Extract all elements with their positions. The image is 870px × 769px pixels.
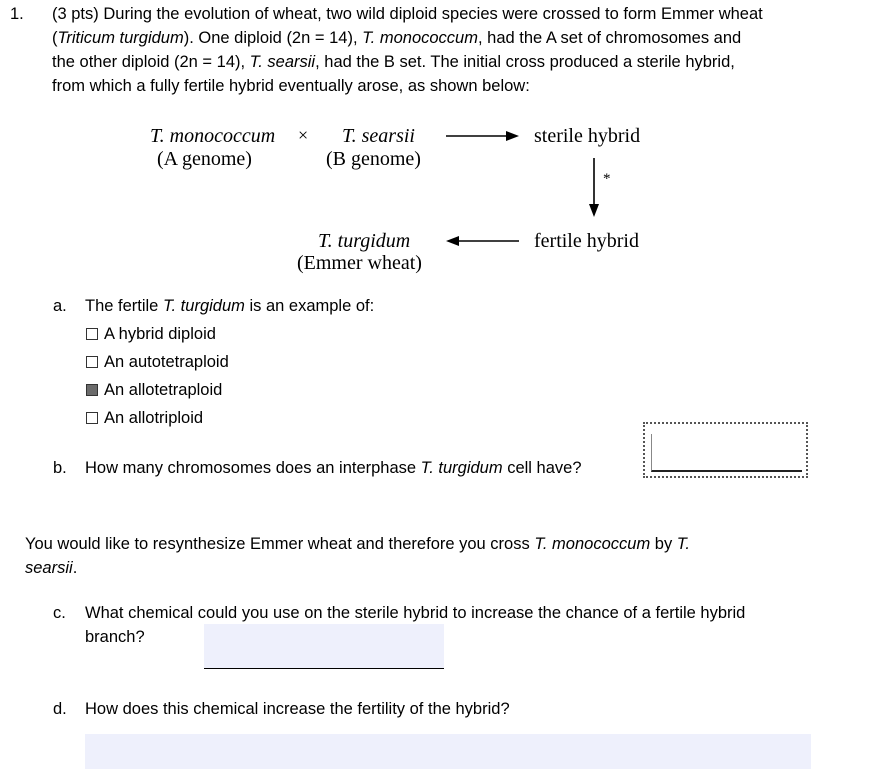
q1-line1: During the evolution of wheat, two wild diploid species were crossed to form Emmer wheat xyxy=(103,5,763,23)
part-c-label: c. xyxy=(53,604,66,622)
option-allotriploid[interactable] xyxy=(86,409,203,428)
part-a-label: a. xyxy=(53,297,67,315)
parent-b-genome: (B genome) xyxy=(326,148,421,170)
part-c-prompt-line2: branch? xyxy=(85,628,145,646)
arrow-right-icon xyxy=(446,129,520,143)
intro-text: by xyxy=(650,535,677,553)
star-mark: * xyxy=(603,171,611,187)
species-name: T. monococcum xyxy=(362,29,478,47)
part-d-label: d. xyxy=(53,700,67,718)
intro-text: . xyxy=(72,559,78,577)
species-name: T. monococcum xyxy=(534,535,651,553)
intro-text: You would like to resynthesize Emmer wheat and therefore you cross xyxy=(25,535,535,553)
species-name: T. turgidum xyxy=(162,297,245,315)
option-label: An autotetraploid xyxy=(104,353,229,371)
fertile-hybrid-label: fertile hybrid xyxy=(534,230,639,252)
prompt-text: cell have? xyxy=(502,459,582,477)
intro-paragraph xyxy=(25,532,690,580)
species-name: T. xyxy=(676,535,690,553)
species-name: T. turgidum xyxy=(420,459,503,477)
chemical-answer-field[interactable] xyxy=(204,624,444,669)
parent-a-genome: (A genome) xyxy=(157,148,252,170)
option-label: A hybrid diploid xyxy=(104,325,216,343)
part-b-label: b. xyxy=(53,459,67,477)
species-name: T. searsii xyxy=(249,53,316,71)
fertility-answer-field[interactable] xyxy=(85,734,811,769)
checkbox-icon[interactable] xyxy=(86,356,98,368)
species-name: searsii xyxy=(25,559,73,577)
parent-b-name: T. searsii xyxy=(342,125,415,147)
part-d-prompt: How does this chemical increase the fertility of the hybrid? xyxy=(85,700,510,718)
q1-text: ). One diploid (2n = 14), xyxy=(183,29,363,47)
checkbox-icon[interactable] xyxy=(86,328,98,340)
checkbox-checked-icon[interactable] xyxy=(86,384,98,396)
prompt-text: The fertile xyxy=(85,297,163,315)
product-common-name: (Emmer wheat) xyxy=(297,252,422,274)
part-c-prompt-line1: What chemical could you use on the sterile hybrid to increase the chance of a fertile hybrid xyxy=(85,604,746,622)
species-name: Triticum turgidum xyxy=(57,29,184,47)
option-label: An allotriploid xyxy=(104,409,204,427)
part-b-prompt xyxy=(85,459,582,478)
option-allotetraploid[interactable] xyxy=(86,381,222,400)
sterile-hybrid-label: sterile hybrid xyxy=(534,125,641,147)
part-a-prompt xyxy=(85,297,374,316)
q1-text: , had the A set of chromosomes and xyxy=(477,29,742,47)
q1-text: the other diploid (2n = 14), xyxy=(52,53,250,71)
question-number: 1. xyxy=(10,5,24,23)
parent-a-name: T. monococcum xyxy=(150,125,276,147)
answer-line xyxy=(651,434,802,472)
q1-line4: from which a fully fertile hybrid eventually arose, as shown below: xyxy=(52,77,530,95)
option-label: An allotetraploid xyxy=(104,381,223,399)
q1-text: , had the B set. The initial cross produced a sterile hybrid, xyxy=(315,53,735,71)
option-hybrid-diploid[interactable] xyxy=(86,325,216,344)
arrow-left-icon xyxy=(446,234,520,248)
cross-symbol: × xyxy=(298,125,309,145)
checkbox-icon[interactable] xyxy=(86,412,98,424)
prompt-text: How many chromosomes does an interphase xyxy=(85,459,421,477)
product-name: T. turgidum xyxy=(318,230,411,252)
points-label: (3 pts) xyxy=(52,5,99,23)
arrow-down-icon xyxy=(587,158,601,218)
question-1-text: (3 pts) During the evolution of wheat, two wild diploid species were crossed to form Emmer wheat (Triticum turgidum). One diploid (2n = 14), T. monococcum, had the A set of chromosomes and the other diploid (2n = 14), T. searsii, had the B set. The initial cross produced a sterile hybrid, from which a fully fertile hybrid eventually arose, as shown below: xyxy=(52,5,763,95)
prompt-text: is an example of: xyxy=(244,297,375,315)
option-autotetraploid[interactable] xyxy=(86,353,229,372)
chromosome-count-field[interactable] xyxy=(643,422,808,478)
